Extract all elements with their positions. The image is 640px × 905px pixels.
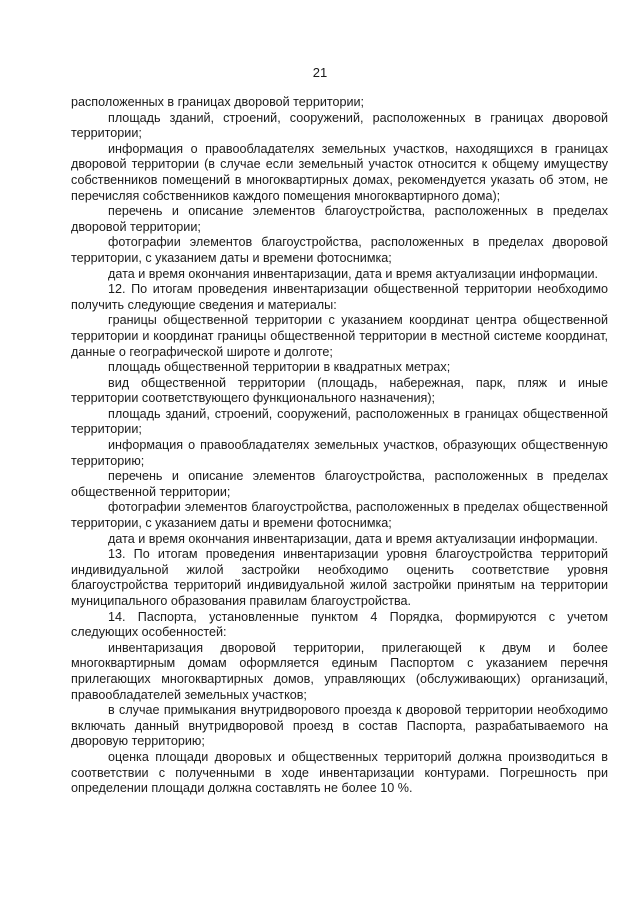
paragraph: расположенных в границах дворовой территории;	[71, 95, 365, 109]
page-number: 21	[312, 65, 328, 80]
paragraph: перечень и описание элементов благоустройства, расположенных в пределах общественной территории;	[71, 469, 608, 499]
paragraph: дата и время окончания инвентаризации, дата и время актуализации информации.	[108, 531, 599, 546]
paragraph: фотографии элементов благоустройства, расположенных в пределах общественной территории, с указанием даты и времени фотоснимка;	[71, 500, 608, 531]
paragraph: площадь зданий, строений, сооружений, расположенных в границах дворовой территории;	[71, 110, 608, 141]
paragraph: информация о правообладателях земельных участков, находящихся в границах дворовой территории (в случае если земельный участок относится к общему имуществу собственников помещений в многоквартирных домах, рекомендуется указать об этом, не перечисляя собственников каждого помещения многоквартирного дома);	[71, 141, 608, 203]
paragraph: инвентаризация дворовой территории, прилегающей к двум и более многоквартирным домам оформляется единым Паспортом с указанием перечня прилегающих многоквартирных домов, управляющих (обслуживающих) организаций, правообладателей земельных участков;	[71, 640, 608, 702]
paragraph: 14. Паспорта, установленные пунктом 4 Порядка, формируются с учетом следующих особенностей:	[71, 609, 608, 640]
paragraph: площадь зданий, строений, сооружений, расположенных в границах общественной территории;	[71, 406, 608, 437]
paragraph: границы общественной территории с указанием координат центра общественной территории и координат границы общественной территории в местной системе координат, данные о географической широте и долготе;	[71, 313, 608, 359]
paragraph: фотографии элементов благоустройства, расположенных в пределах дворовой территории, с указанием даты и времени фотоснимка;	[71, 235, 608, 265]
paragraph: в случае примыкания внутридворового проезда к дворовой территории необходимо включать данный внутридворовой проезд в состав Паспорта, разрабатываемого на дворовую территорию;	[71, 703, 608, 749]
paragraph: информация о правообладателях земельных участков, образующих общественную территорию;	[71, 438, 608, 468]
paragraph: вид общественной территории (площадь, набережная, парк, пляж и иные территории соответствующего функционального назначения);	[71, 375, 608, 406]
paragraph: дата и время окончания инвентаризации, дата и время актуализации информации.	[108, 266, 599, 281]
paragraph: 12. По итогам проведения инвентаризации общественной территории необходимо получить следующие сведения и материалы:	[71, 282, 608, 312]
paragraph: перечень и описание элементов благоустройства, расположенных в пределах дворовой территории;	[71, 204, 608, 234]
document-body	[71, 95, 608, 797]
paragraph: оценка площади дворовых и общественных территорий должна производиться в соответствии с полученными в ходе инвентаризации контурами. Погрешность при определении площади должна составлять не более 10 %.	[71, 749, 608, 796]
paragraph: 13. По итогам проведения инвентаризации уровня благоустройства территорий индивидуальной жилой застройки необходимо оценить соответствие уровня благоустройства территорий индивидуальной жилой застройки принятым на территории муниципального образования правилам благоустройства.	[71, 547, 608, 608]
paragraph: площадь общественной территории в квадратных метрах;	[108, 360, 451, 375]
